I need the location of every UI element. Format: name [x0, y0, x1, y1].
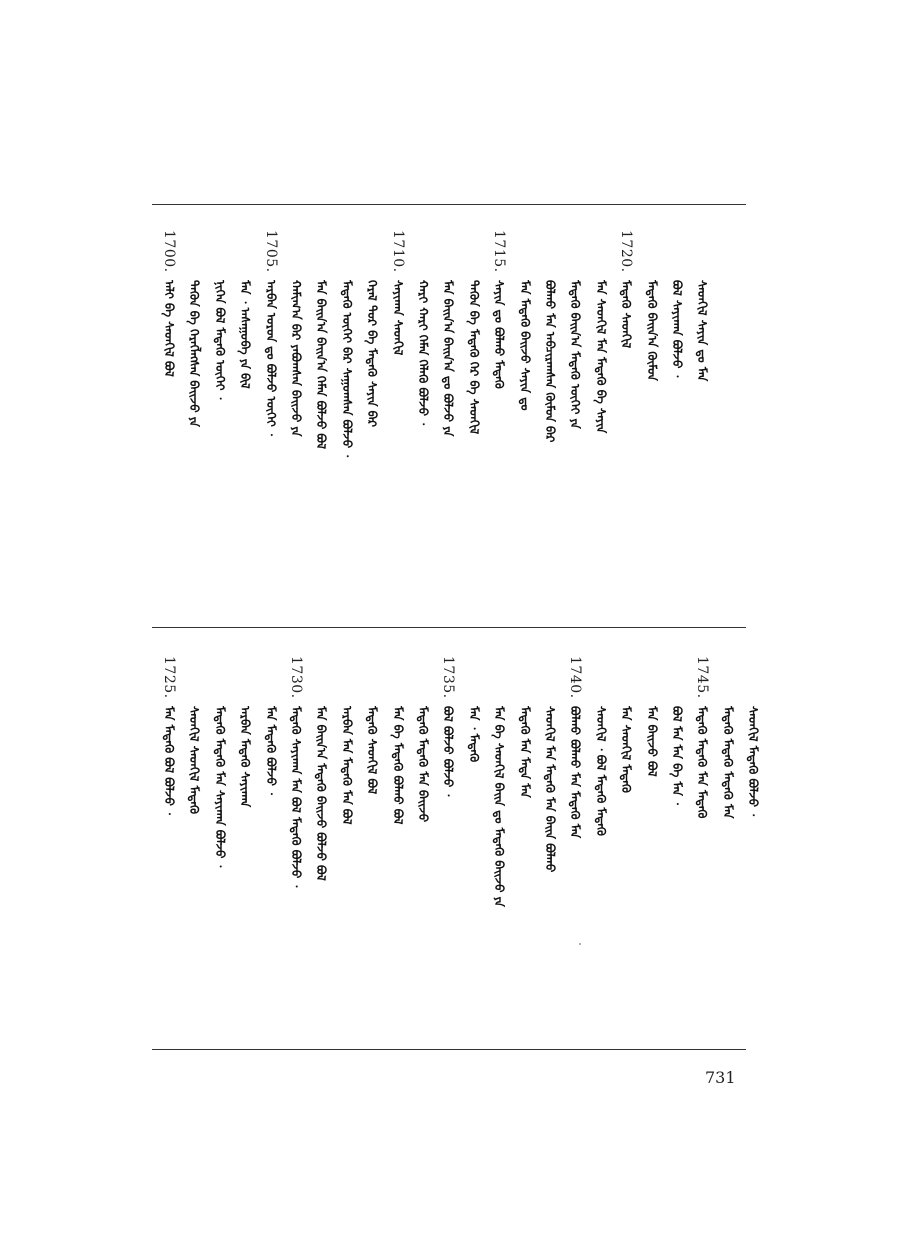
bottom-rule [152, 1049, 746, 1050]
verse-text: ᠮᠡᠳᠡᠬᠦ ᠪᠠᠢᠨ᠎ᠠ ᠬᠦᠮᠦᠨ [645, 280, 659, 381]
verse-text: ᠭᠡᠷᠡᠯ ᠳᠤᠷ ᠪᠠ ᠮᠡᠳᠡᠬᠦ ᠰᠠᠶᠢᠨ ᠪᠡᠷ [365, 280, 379, 427]
verse-text: ᠠᠷᠪᠠᠨ ᠣᠷᠣᠨ ᠳᠤ ᠪᠣᠯᠵᠤ ᠦᠭᠡᠢ ᠂ [264, 280, 278, 436]
verse-text: ᠮᠡᠨ ᠮᠡᠳᠡᠬᠦ ᠪᠠᠢᠵᠤ ᠰᠠᠶᠢᠨ ᠳᠤ [518, 280, 532, 411]
verse-text: ᠮᠡᠳᠡᠬᠦ ᠮᠡᠳᠡᠬᠦ ᠮᠡᠨ ᠪᠠᠢᠵᠤ [416, 706, 430, 823]
verse-line [185, 222, 203, 612]
verse-text: ᠰᠡᠳᠬᠢᠯ ᠂ ᠪᠣᠯ ᠮᠡᠳᠡᠬᠦ ᠮᠡᠳᠡᠬᠦ [594, 706, 608, 836]
line-number: 1745. [694, 656, 710, 699]
verse-line [363, 222, 381, 612]
verse-line [465, 222, 483, 612]
verse-line [363, 648, 381, 1038]
verse-text: ᠪᠣᠯ ᠰᠠᠶᠢᠬᠠᠨ ᠪᠣᠯᠵᠤ ᠂ [670, 280, 684, 378]
verse-text: ᠮᠡᠨ ᠮᠡᠳᠡᠬᠦ ᠪᠣᠯ ᠪᠣᠯᠵᠤ ᠂ [162, 706, 176, 815]
verse-line [592, 648, 610, 1038]
verse-line [414, 648, 432, 1038]
verse-line [211, 648, 229, 1038]
verse-line [643, 648, 661, 1038]
verse-text: ᠰᠠᠶᠢᠬᠠᠨ ᠰᠡᠳᠬᠢᠯ [391, 280, 405, 356]
lower-verse-block [160, 648, 760, 1038]
verse-text: ᠪᠣᠯᠬᠤ ᠪᠣᠯᠬᠤ ᠮᠡᠨ ᠮᠡᠳᠡᠬᠦ ᠮᠡᠨ [568, 706, 582, 839]
verse-line [693, 648, 711, 1038]
verse-text: ᠮᠡᠳᠡᠬᠦ ᠮᠡᠳᠡᠬᠦ ᠮᠡᠨ ᠮᠡᠳᠡᠬᠦ [695, 706, 709, 819]
verse-line [541, 222, 559, 612]
verse-text: ᠮᠡᠨ ᠂ ᠠᠰᠠᠭᠤᠪᠠ ᠶᠠ ᠪᠢᠯ [238, 280, 252, 389]
line-number: 1715. [491, 230, 507, 273]
verse-line [566, 648, 584, 1038]
verse-line [160, 648, 178, 1038]
verse-text: ᠰᠠᠶᠢᠨ ᠳᠤ ᠪᠣᠯᠬᠤ ᠮᠡᠳᠡᠬᠦ [492, 280, 506, 389]
verse-line [643, 222, 661, 612]
verse-line [693, 222, 711, 612]
verse-text: ᠮᠡᠨ ᠪᠠ ᠰᠡᠳᠬᠢᠯ ᠪᠠᠢᠨ ᠳᠤ ᠮᠡᠳᠡᠬᠦ ᠪᠠᠢᠵᠤ ᠶᠠ [492, 706, 506, 907]
verse-line [668, 222, 686, 612]
verse-line [668, 648, 686, 1038]
verse-line [236, 222, 254, 612]
verse-text: ᠮᠡᠨ ᠪᠠᠢᠵᠤ ᠪᠣᠯ [645, 706, 659, 777]
verse-text: ᠬᠠᠮᠢᠭ᠎ᠠ ᠪᠡᠷ ᠶᠠᠪᠤᠭᠰᠠᠨ ᠪᠠᠢᠵᠤ ᠶᠠ [289, 280, 303, 437]
verse-line [592, 222, 610, 612]
verse-text: ᠰᠡᠳᠬᠢᠯ ᠰᠡᠳᠬᠢᠯ ᠮᠡᠳᠡᠬᠦ [187, 706, 201, 815]
line-number: 1705. [263, 230, 279, 273]
verse-text: ᠮᠡᠨ ᠪᠠᠢᠨ᠎ᠠ ᠮᠡᠳᠡᠬᠦ ᠪᠠᠢᠵᠤ ᠪᠣᠯᠵᠤ ᠪᠣᠯ [314, 706, 328, 881]
line-number: 1730. [288, 656, 304, 699]
verse-text: ᠮᠡᠨ ᠰᠡᠳᠬᠢᠯ ᠮᠡᠳᠡᠬᠦ [619, 706, 633, 793]
verse-line [744, 648, 762, 1038]
verse-text: ᠮᠡᠨ ᠮᠡᠳᠡᠬᠦ ᠪᠣᠯᠵᠤ ᠂ [264, 706, 278, 795]
verse-text: ᠨᠢᠭᠡᠨ ᠪᠣᠯ ᠮᠡᠳᠡᠬᠦ ᠦᠭᠡᠢ ᠂ [213, 280, 227, 400]
line-number: 1700. [161, 230, 177, 273]
verse-line [490, 222, 508, 612]
verse-line [338, 648, 356, 1038]
verse-text: ᠰᠡᠳᠬᠢᠯ ᠮᠡᠨ ᠮᠡᠳᠡᠬᠦ ᠮᠡᠨ ᠪᠠᠢᠨ ᠪᠣᠯᠬᠤ [543, 706, 557, 873]
line-number: 1740. [567, 656, 583, 699]
verse-line [312, 648, 330, 1038]
verse-text: ᠮᠡᠨ ᠰᠡᠳᠬᠢᠯ ᠮᠡᠨ ᠮᠡᠳᠡᠬᠦ ᠪᠠ ᠰᠠᠶᠢᠨ [594, 280, 608, 434]
verse-text: ᠪᠣᠯ ᠮᠡᠨ ᠮᠡᠨ ᠪᠠ ᠮᠡᠨ ᠂ [670, 706, 684, 805]
verse-text: ᠮᠡᠳᠡᠬᠦ ᠰᠡᠳᠬᠢᠯ [619, 280, 633, 349]
upper-verse-block [160, 222, 720, 612]
verse-line [185, 648, 203, 1038]
verse-line [439, 222, 457, 612]
verse-line [566, 222, 584, 612]
verse-text: ᠠᠷᠪᠠᠨ ᠮᠡᠨ ᠮᠡᠳᠡᠬᠦ ᠮᠡᠨ ᠪᠣᠯ [340, 706, 354, 825]
page-number: 731 [705, 1068, 736, 1087]
line-number: 1725. [161, 656, 177, 699]
verse-text: ᠮᠡᠨ ᠪᠠᠢᠨ᠎ᠠ ᠪᠠᠢᠨ᠎ᠠ ᠬᠡᠮᠡᠨ ᠪᠣᠯᠵᠤ ᠪᠣᠯ [314, 280, 328, 450]
verse-line [516, 222, 534, 612]
verse-text: ᠮᠡᠳᠡᠬᠦ ᠰᠠᠶᠢᠬᠠᠨ ᠮᠡᠨ ᠪᠣᠯ ᠮᠡᠳᠡᠬᠦ ᠪᠣᠯᠵᠤ ᠂ [289, 706, 303, 888]
verse-text: ᠪᠣᠯᠬᠤ ᠮᠡᠨ ᠠᠪᠴᠢᠷᠠᠭᠰᠠᠨ ᠬᠦᠮᠦᠨ ᠪᠡᠷ [543, 280, 557, 443]
verse-line [287, 648, 305, 1038]
verse-text: ᠮᠡᠳᠡᠬᠦ ᠮᠡᠨ ᠮᠡᠳᠡ ᠮᠡᠨ [518, 706, 532, 798]
verse-text: ᠮᠡᠳᠡᠬᠦ ᠰᠡᠳᠬᠢᠯ ᠪᠣᠯ [365, 706, 379, 795]
verse-line [312, 222, 330, 612]
verse-text: ᠮᠡᠳᠡᠬᠦ ᠮᠡᠳᠡᠬᠦ ᠮᠡᠨ ᠰᠠᠶᠢᠬᠠᠨ ᠪᠣᠯᠵᠤ ᠂ [213, 706, 227, 868]
verse-text: ᠲᠡᠭᠦᠨ ᠪᠡ ᠬᠡᠷᠡᠭᠯᠡᠭᠰᠡᠨ ᠪᠠᠢᠵᠤ ᠶᠠ [187, 280, 201, 427]
verse-line [211, 222, 229, 612]
verse-text: ᠠᠯᠢ ᠪᠠ ᠰᠡᠳᠬᠢᠯ ᠪᠣᠯ [162, 280, 176, 377]
verse-line [490, 648, 508, 1038]
verse-text: ᠪᠣᠯ ᠪᠣᠯᠵᠤ ᠪᠣᠯᠵᠤ ᠂ [441, 706, 455, 797]
verse-text: ᠠᠷᠪᠠᠨ ᠮᠡᠳᠡᠬᠦ ᠰᠠᠶᠢᠬᠠᠨ [238, 706, 252, 808]
verse-text: ᠰᠡᠳᠬᠢᠯ ᠮᠡᠳᠡᠬᠦ ᠪᠣᠯᠵᠤ ᠂ [746, 706, 760, 817]
verse-text: ᠮᠡᠳᠡᠬᠦ ᠪᠠᠢᠨ᠎ᠠ ᠮᠡᠳᠡᠬᠦ ᠦᠭᠡᠢ ᠶᠠ [568, 280, 582, 429]
line-number: 1720. [618, 230, 634, 273]
verse-line [287, 222, 305, 612]
verse-text: ᠮᠡᠨ ᠪᠠ ᠮᠡᠳᠡᠬᠦ ᠪᠣᠯᠬᠤ ᠪᠣᠯ [391, 706, 405, 825]
verse-text: ᠮᠡᠳᠡᠬᠦ ᠮᠡᠳᠡᠬᠦ ᠮᠡᠳᠡᠬᠦ ᠮᠡᠨ [721, 706, 735, 819]
verse-line [262, 222, 280, 612]
middle-rule [152, 627, 746, 628]
verse-line [262, 648, 280, 1038]
verse-text: ᠮᠡᠳᠡᠬᠦ ᠦᠭᠡᠢ ᠪᠡᠷ ᠰᠠᠭᠤᠭᠰᠠᠨ ᠪᠣᠯᠵᠤ ᠂ [340, 280, 354, 458]
verse-text: ᠮᠡᠨ ᠂ ᠮᠡᠳᠡᠬᠦ [467, 706, 481, 763]
verse-line [465, 648, 483, 1038]
verse-line [414, 222, 432, 612]
verse-text: ᠬᠠᠷᠢ ᠬᠠᠷᠢ ᠬᠡᠮᠡᠨ ᠬᠡᠯᠡᠬᠦ ᠪᠣᠯᠵᠤ ᠂ [416, 280, 430, 426]
verse-line [719, 648, 737, 1038]
verse-line [389, 222, 407, 612]
top-rule [152, 204, 746, 205]
verse-line [236, 648, 254, 1038]
verse-line [439, 648, 457, 1038]
verse-line [160, 222, 178, 612]
verse-text: ᠲᠡᠭᠦᠨ ᠪᠠ ᠮᠡᠳᠡᠬᠦ ᠭᠡᠷ ᠪᠠ ᠰᠡᠳᠬᠢᠯ [467, 280, 481, 435]
line-number: 1710. [390, 230, 406, 273]
line-number: 1735. [440, 656, 456, 699]
verse-line [389, 648, 407, 1038]
verse-text: ᠮᠡᠨ ᠪᠠᠢᠨ᠎ᠠ ᠪᠠᠢᠨ᠎ᠠ ᠳᠤ ᠪᠣᠯᠵᠤ ᠶᠠ [441, 280, 455, 437]
verse-text: ᠰᠡᠳᠬᠢᠯ ᠰᠠᠶᠢᠨ ᠳᠤ ᠮᠡᠨ [695, 280, 709, 382]
verse-line [541, 648, 559, 1038]
verse-line [617, 648, 635, 1038]
verse-line [516, 648, 534, 1038]
verse-line [617, 222, 635, 612]
verse-line [338, 222, 356, 612]
scan-speck [579, 943, 581, 945]
